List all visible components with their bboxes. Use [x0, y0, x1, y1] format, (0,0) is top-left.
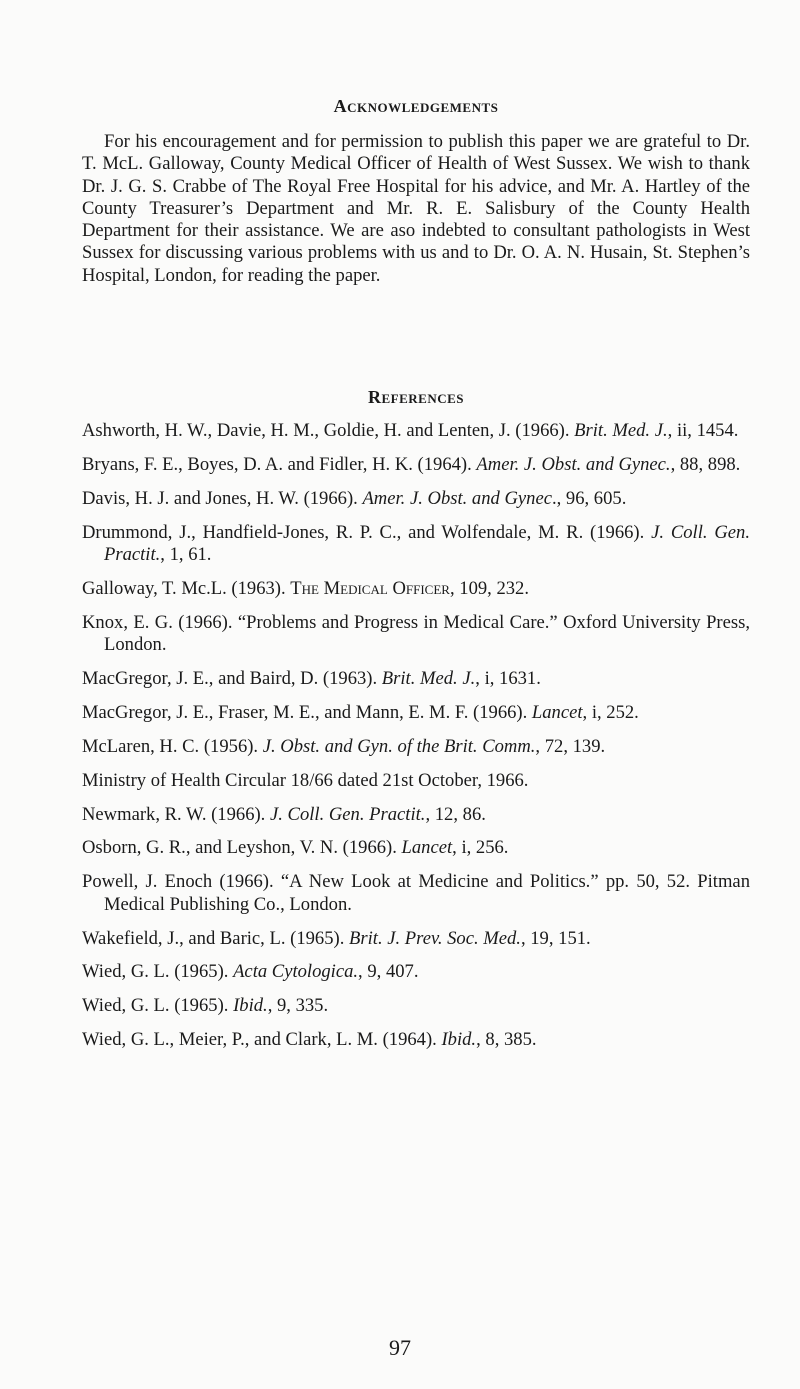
reference-authors: Knox, E. G. (1966). “Problems and Progress in Medical Care.” Oxford University Press, London. [82, 611, 750, 656]
reference-journal: Brit. Med. J. [381, 668, 476, 690]
reference-authors: Wied, G. L. (1965). [82, 961, 229, 983]
reference-item [82, 1029, 750, 1051]
reference-item [82, 702, 750, 724]
reference-item [82, 837, 750, 859]
reference-authors: Davis, H. J. and Jones, H. W. (1966). [82, 487, 358, 509]
reference-volume: , i, 256. [452, 837, 509, 859]
reference-authors: Wakefield, J., and Baric, L. (1965). [82, 927, 345, 949]
reference-authors: Wied, G. L. (1965). [82, 995, 229, 1017]
reference-authors: Drummond, J., Handfield-Jones, R. P. C., and Wolfendale, M. R. (1966). [82, 521, 645, 543]
reference-authors: Osborn, G. R., and Leyshon, V. N. (1966). [82, 837, 397, 859]
reference-journal: Lancet [401, 837, 453, 859]
reference-journal: Ibid. [233, 995, 268, 1017]
reference-authors: Newmark, R. W. (1966). [82, 803, 266, 825]
acknowledgements-heading: Acknowledgements [333, 96, 499, 116]
reference-item [82, 804, 750, 826]
reference-volume: , ii, 1454. [667, 420, 739, 442]
reference-authors: McLaren, H. C. (1956). [82, 735, 259, 757]
reference-item [82, 928, 750, 950]
reference-volume: , 72, 139. [535, 735, 606, 757]
reference-journal: J. Coll. Gen. Practit. [270, 803, 426, 825]
page-number: 97 [389, 1335, 411, 1360]
reference-item [82, 668, 750, 690]
reference-authors: Powell, J. Enoch (1966). “A New Look at Medicine and Politics.” pp. 50, 52. Pitman Medical Publishing Co., London. [82, 871, 750, 915]
reference-item [82, 578, 750, 600]
reference-authors: MacGregor, J. E., Fraser, M. E., and Mann, E. M. F. (1966). [82, 701, 528, 723]
reference-volume: , 88, 898. [670, 453, 741, 475]
reference-journal: Lancet [531, 701, 583, 723]
reference-authors: Bryans, F. E., Boyes, D. A. and Fidler, H. K. (1964). [82, 453, 472, 475]
reference-journal: Brit. Med. J. [574, 420, 668, 442]
reference-volume: , i, 252. [582, 701, 639, 723]
reference-item [82, 522, 750, 567]
reference-journal: Brit. J. Prev. Soc. Med. [349, 927, 521, 949]
reference-volume: , 19, 151. [520, 927, 591, 949]
reference-volume: , 1, 61. [160, 544, 212, 566]
page-body [82, 96, 750, 1063]
reference-volume: , 8, 385. [476, 1029, 537, 1051]
reference-volume: , 12, 86. [425, 803, 486, 825]
reference-journal: Amer. J. Obst. and Gynec [362, 487, 552, 509]
reference-item [82, 488, 750, 510]
reference-journal: J. Obst. and Gyn. of the Brit. Comm. [262, 735, 536, 757]
reference-authors: Galloway, T. Mc.L. (1963). [82, 577, 286, 599]
reference-authors: Wied, G. L., Meier, P., and Clark, L. M. (1964). [82, 1029, 437, 1051]
reference-item [82, 995, 750, 1017]
reference-journal: Acta Cytologica. [233, 961, 359, 983]
reference-item [82, 736, 750, 758]
reference-journal: Amer. J. Obst. and Gynec. [476, 453, 671, 475]
references-heading: References [367, 387, 465, 408]
reference-item [82, 612, 750, 657]
reference-item [82, 454, 750, 476]
reference-volume: , 9, 407. [358, 961, 419, 983]
reference-journal: The Medical Officer [290, 577, 450, 599]
reference-item [82, 770, 750, 792]
reference-item [82, 961, 750, 983]
reference-volume: , 109, 232. [449, 577, 529, 599]
reference-volume: ., 96, 605. [551, 487, 627, 509]
reference-volume: , i, 1631. [475, 668, 541, 690]
reference-item [82, 871, 750, 916]
reference-authors: MacGregor, J. E., and Baird, D. (1963). [82, 668, 378, 690]
acknowledgements-paragraph: For his encouragement and for permission to publish this paper we are grateful to Dr. T. McL. Galloway, County Medical Officer of Health of West Sussex. We wish to thank Dr. J. G. S. Crabbe of The Royal Free Hospital for his advice, and Mr. A. Hartley of the County Treasurer’s Department and Mr. R. E. Salisbury of the County Health Department for their assistance. We are aso indebted to consultant pathologists in West Sussex for discussing various problems with us and to Dr. O. A. N. Husain, St. Stephen’s Hospital, London, for reading the paper. [82, 131, 750, 286]
reference-item [82, 420, 750, 442]
reference-authors: Ashworth, H. W., Davie, H. M., Goldie, H. and Lenten, J. (1966). [82, 420, 570, 442]
reference-authors: Ministry of Health Circular 18/66 dated 21st October, 1966. [82, 769, 529, 791]
reference-volume: , 9, 335. [267, 995, 329, 1017]
references-list [82, 420, 750, 1051]
reference-journal: J. Coll. Gen. Practit. [104, 521, 750, 566]
reference-journal: Ibid. [441, 1029, 477, 1051]
